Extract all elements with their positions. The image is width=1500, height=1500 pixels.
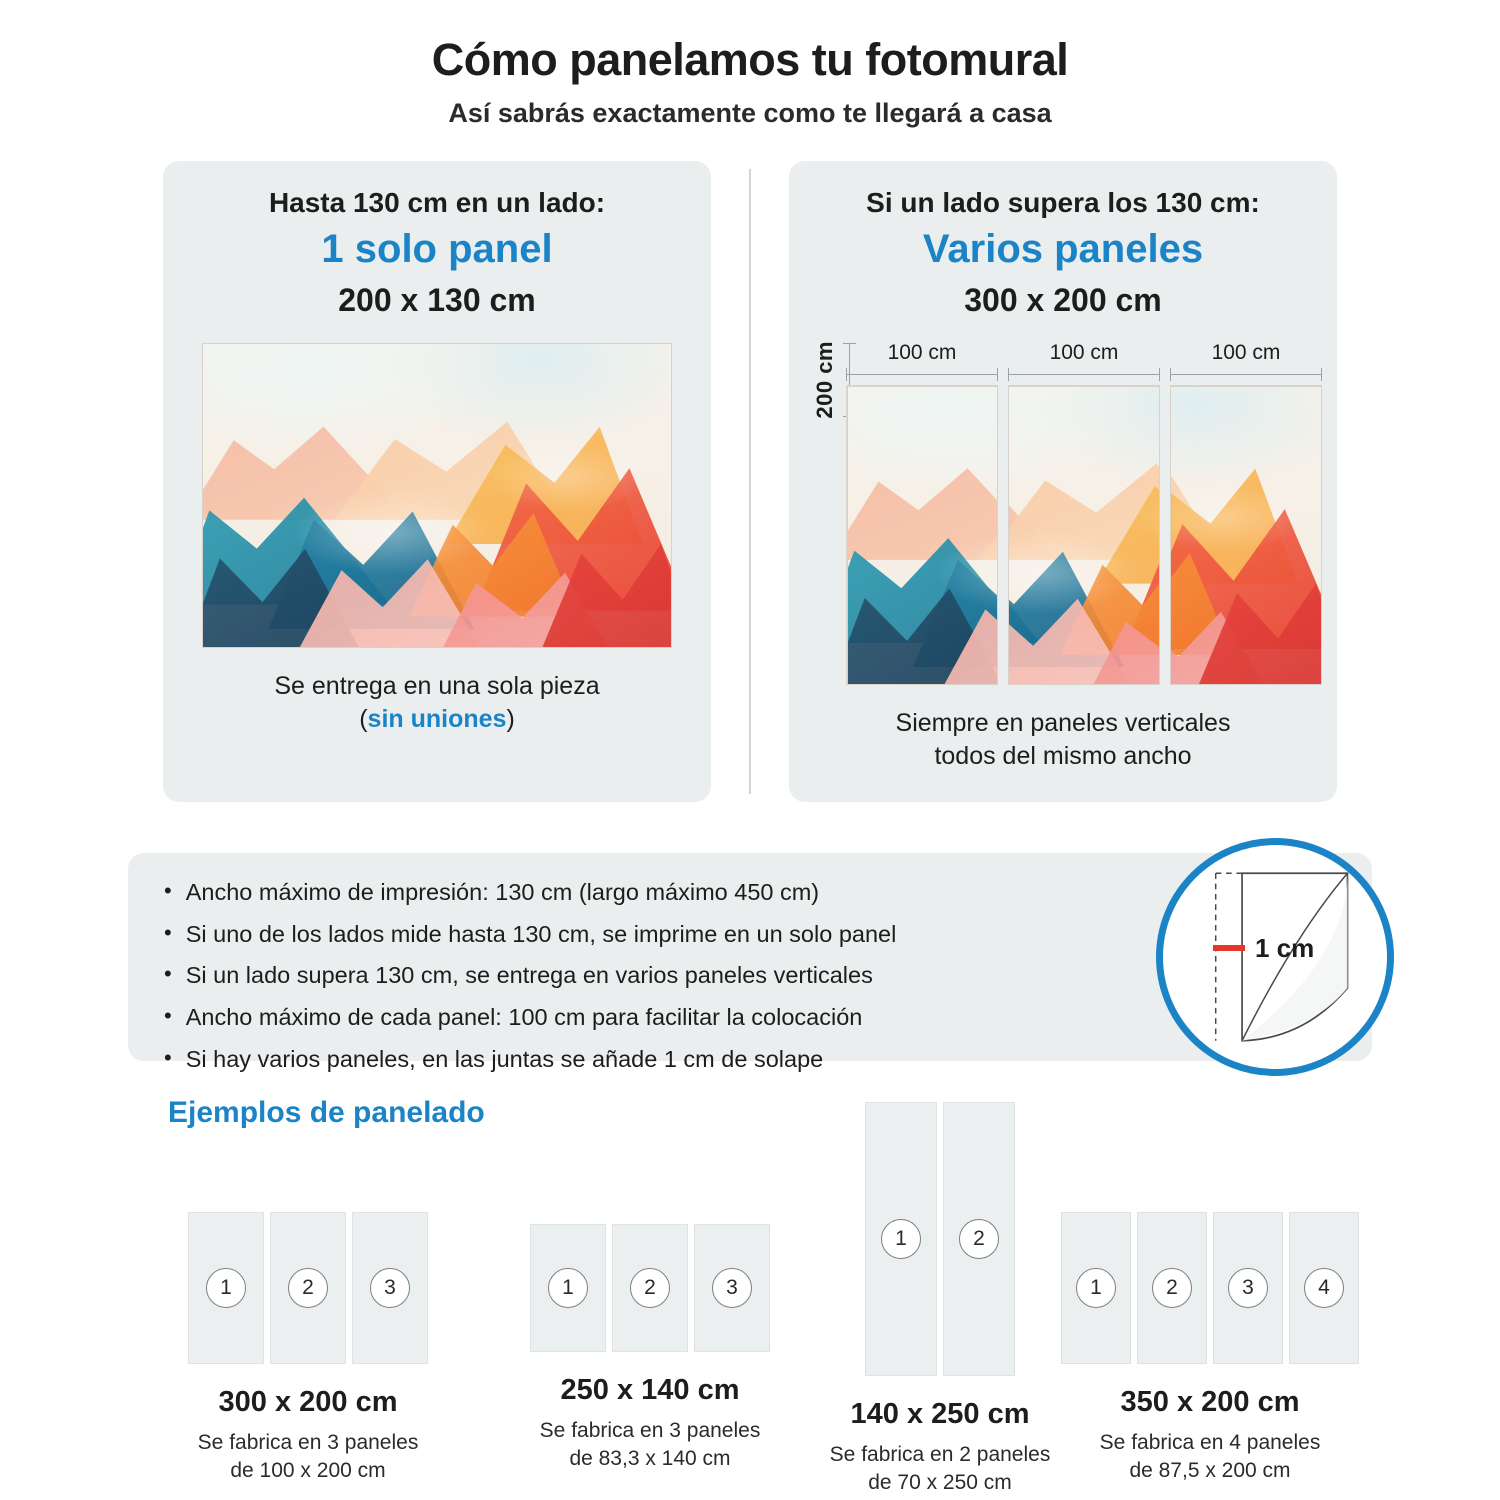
example-item-2 [460,1224,840,1474]
card-single-heading: Hasta 130 cm en un lado: [268,187,606,218]
paren-close: ) [506,704,515,733]
example-panel [1137,1212,1207,1364]
mural-panel-2 [1008,385,1160,685]
example-panel [352,1212,428,1364]
height-dimension-label: 200 cm [812,341,837,419]
example-item-1 [118,1212,498,1486]
example-desc-2: Se fabrica en 3 paneles de 83,3 x 140 cm [539,1419,761,1471]
panel-number: 1 [206,1268,246,1308]
mural-preview-multi [804,341,1322,685]
note-text: Si uno de los lados mide hasta 130 cm, se imprime en un solo panel [185,920,897,947]
examples-title: Ejemplos de panelado [168,1096,485,1129]
example-panels-4 [1040,1212,1380,1364]
height-dimension [804,341,846,419]
overlap-label: 1 cm [1255,933,1315,963]
header [0,0,1500,129]
mural-panel-3 [1170,385,1322,685]
example-size-2: 250 x 140 cm [560,1374,740,1406]
example-item-4 [1040,1212,1380,1486]
example-panel [1061,1212,1131,1364]
example-panel [270,1212,346,1364]
card-multi-footer [896,707,1231,772]
example-panel [530,1224,606,1352]
example-panel [943,1102,1015,1376]
example-panel [1289,1212,1359,1364]
example-desc-4: Se fabrica en 4 paneles de 87,5 x 200 cm [1099,1431,1321,1483]
card-single-footer [274,670,599,735]
page-title: Cómo panelamos tu fotomural [431,34,1069,85]
note-text: Ancho máximo de cada panel: 100 cm para facilitar la colocación [185,1004,863,1031]
example-desc-1: Se fabrica en 3 paneles de 100 x 200 cm [197,1431,419,1483]
cards-divider [749,169,751,794]
panel-number: 4 [1304,1268,1344,1308]
mural-panel-1 [846,385,998,685]
paren-open: ( [359,704,368,733]
panel-number: 3 [712,1268,752,1308]
panel-number: 1 [548,1268,588,1308]
panel-width-label-1: 100 cm [846,341,998,375]
bullet-icon: • [164,919,172,945]
note-text: Ancho máximo de impresión: 130 cm (largo máximo 450 cm) [185,879,820,905]
note-text: Si un lado supera 130 cm, se entrega en varios paneles verticales [185,962,873,989]
card-multi-footer-line2: todos del mismo ancho [934,741,1192,770]
mural-preview-single [202,343,672,648]
panel-number: 2 [959,1219,999,1259]
example-size-4: 350 x 200 cm [1120,1386,1300,1418]
card-single-size: 200 x 130 cm [338,282,536,318]
card-multi-highlight: Varios paneles [922,227,1204,271]
bullet-icon: • [164,961,172,987]
overlap-illustration [1156,838,1394,1076]
panel-number: 1 [881,1219,921,1259]
overlap-marker [1213,945,1245,951]
note-text: Si hay varios paneles, en las juntas se añade 1 cm de solape [185,1045,824,1072]
panel-width-labels [846,341,1322,375]
example-panel [865,1102,937,1376]
panel-number: 3 [370,1268,410,1308]
example-desc-3: Se fabrica en 2 paneles de 70 x 250 cm [829,1443,1051,1495]
card-single-footer-line1: Se entrega en una sola pieza [274,672,600,700]
example-panels-2 [460,1224,840,1352]
comparison-cards [0,161,1500,802]
card-single-highlight: 1 solo panel [321,227,553,271]
card-single-panel [163,161,711,802]
example-panels-1 [118,1212,498,1364]
examples-section [0,1090,1500,1500]
panel-number: 1 [1076,1268,1116,1308]
card-multi-size: 300 x 200 cm [964,282,1162,318]
panel-number: 2 [288,1268,328,1308]
example-size-1: 300 x 200 cm [218,1386,398,1418]
bullet-icon: • [164,1003,172,1029]
page-subtitle: Así sabrás exactamente como te llegará a casa [448,98,1052,128]
card-multi-heading: Si un lado supera los 130 cm: [866,187,1260,218]
bullet-icon: • [164,1044,172,1070]
card-multi-panel [789,161,1337,802]
example-panel [694,1224,770,1352]
card-multi-footer-line1: Siempre en paneles verticales [895,709,1231,737]
card-single-footer-highlight: sin uniones [367,704,507,733]
panel-number: 2 [1152,1268,1192,1308]
panel-number: 3 [1228,1268,1268,1308]
example-size-3: 140 x 250 cm [850,1398,1030,1430]
panel-width-label-2: 100 cm [1008,341,1160,375]
example-panel [1213,1212,1283,1364]
panel-width-label-3: 100 cm [1170,341,1322,375]
example-panel [188,1212,264,1364]
example-panel [612,1224,688,1352]
bullet-icon: • [164,878,172,903]
notes-box [128,853,1372,1072]
panel-number: 2 [630,1268,670,1308]
